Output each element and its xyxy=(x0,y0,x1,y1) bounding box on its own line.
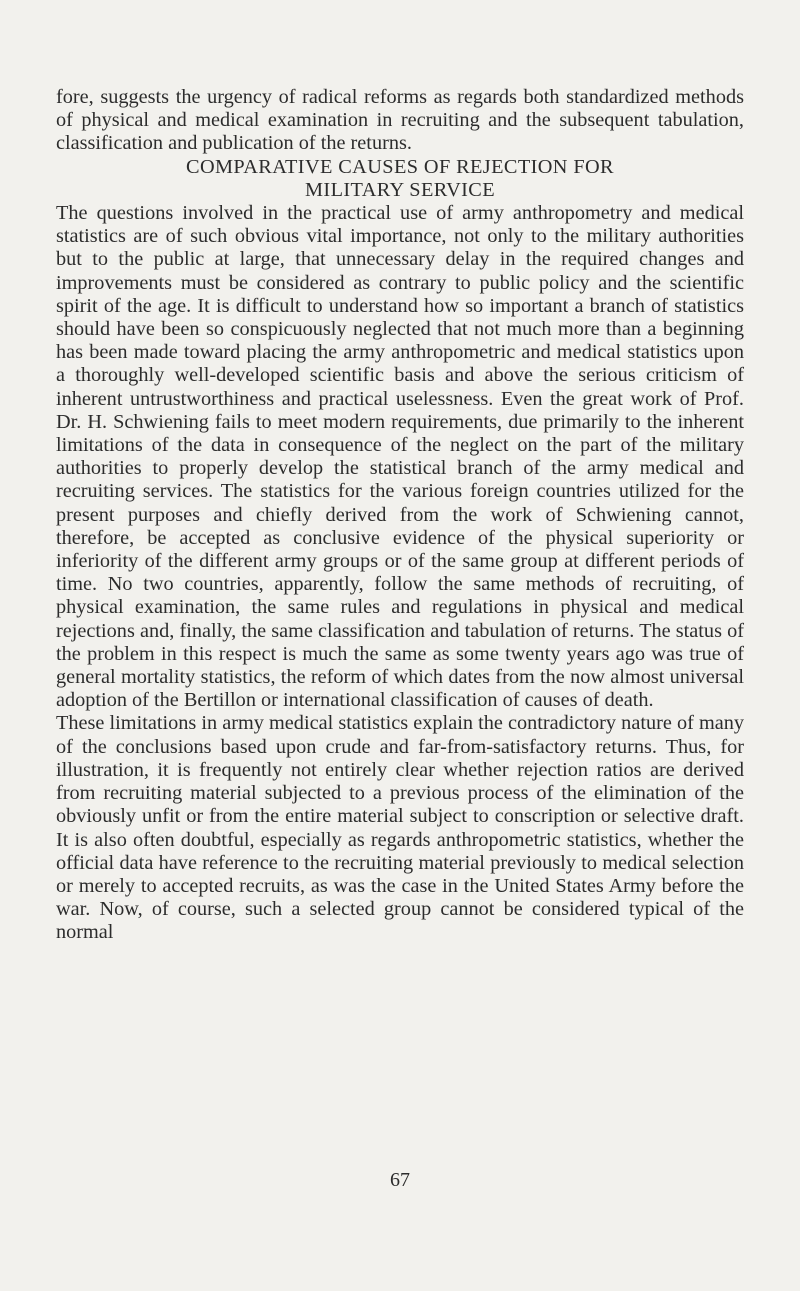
section-heading-line-1: COMPARATIVE CAUSES OF REJECTION FOR xyxy=(186,155,614,178)
section-heading xyxy=(56,156,744,202)
continuation-paragraph: fore, suggests the urgency of radical reforms as regards both standardized methods of physical and medical examination in recruiting and the subsequent tabulation, classification and publication of the returns. xyxy=(56,86,744,155)
page-body xyxy=(56,86,744,945)
body-paragraph-2: These limitations in army medical statistics explain the contradictory nature of many of the conclusions based upon crude and far-from-satisfactory returns. Thus, for illustration, it is frequently not entirely clear whether rejection ratios are derived from recruiting material subjected to a previous process of the elimination of the obviously unfit or from the entire material subject to conscription or selective draft. It is also often doubtful, especially as regards anthropometric statistics, whether the official data have reference to the recruiting material previously to medical selection or merely to accepted recruits, as was the case in the United States Army before the war. Now, of course, such a selected group cannot be considered typical of the normal xyxy=(56,712,744,944)
page-number: 67 xyxy=(390,1169,410,1191)
section-heading-line-2: MILITARY SERVICE xyxy=(305,178,495,201)
body-paragraph-1: The questions involved in the practical use of army anthropometry and medical statistics are of such obvious vital importance, not only to the military authorities but to the public at large, that unnecessary delay in the required changes and improvements must be considered as contrary to public policy and the scientific spirit of the age. It is difficult to understand how so important a branch of statistics should have been so conspicuously neglected that not much more than a beginning has been made toward placing the army anthropometric and medical statistics upon a thoroughly well-developed scientific basis and above the serious criticism of inherent untrustworthiness and practical uselessness. Even the great work of Prof. Dr. H. Schwiening fails to meet modern requirements, due primarily to the inherent limitations of the data in consequence of the neglect on the part of the military authorities to properly develop the statistical branch of the army medical and recruiting services. The statistics for the various foreign countries utilized for the present purposes and chiefly derived from the work of Schwiening cannot, therefore, be accepted as conclusive evidence of the physical superiority or inferiority of the different army groups or of the same group at different periods of time. No two countries, apparently, follow the same methods of recruiting, of physical examination, the same rules and regulations in physical and medical rejections and, finally, the same classification and tabulation of returns. The status of the problem in this respect is much the same as some twenty years ago was true of general mortality statistics, the reform of which dates from the now almost universal adoption of the Bertillon or international classification of causes of death. xyxy=(56,202,744,712)
